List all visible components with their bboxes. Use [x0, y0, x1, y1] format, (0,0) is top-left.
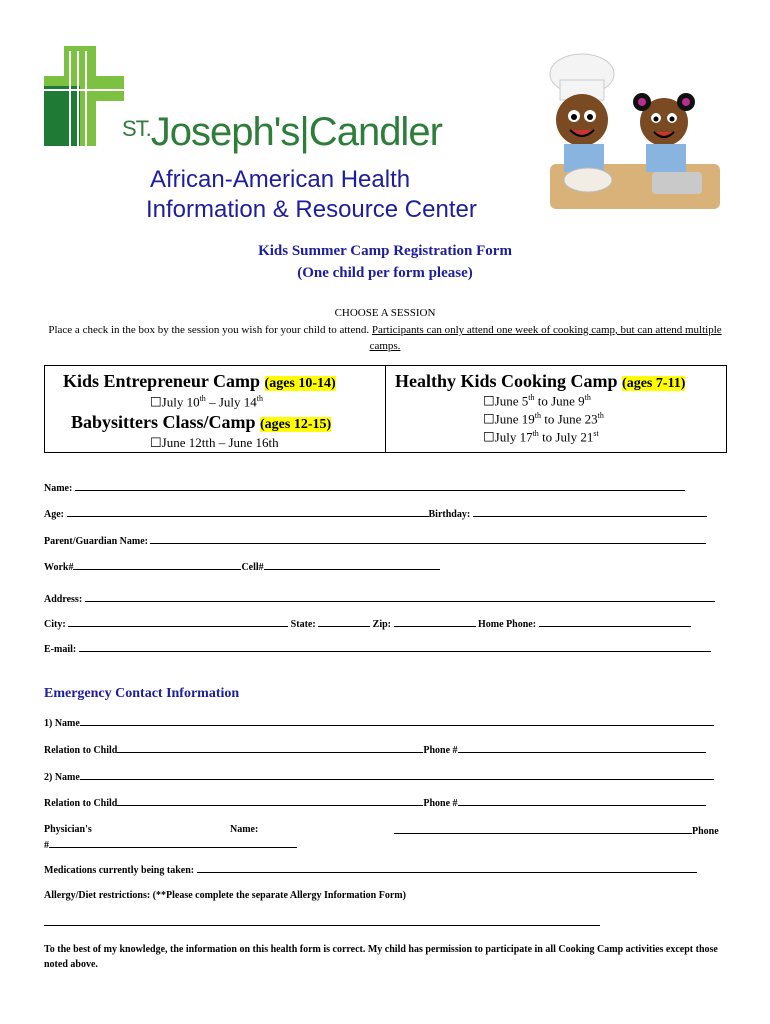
camp-cooking	[395, 371, 685, 392]
emergency-name1-label: 1) Name	[44, 718, 80, 729]
state-label: State:	[290, 619, 316, 630]
parent-field[interactable]	[150, 534, 706, 544]
session-instruction	[40, 322, 730, 354]
camp-cooking-ages: (ages 7-11)	[622, 376, 686, 391]
allergy-row	[44, 916, 600, 929]
emergency-phone1-field[interactable]	[458, 743, 706, 753]
emergency-name2-row	[44, 770, 714, 783]
session-heading: CHOOSE A SESSION	[334, 307, 436, 319]
medications-label: Medications currently being taken:	[44, 865, 195, 876]
state-field[interactable]	[318, 617, 370, 627]
city-field[interactable]	[68, 617, 288, 627]
kids-cooking-illustration	[530, 52, 730, 212]
emergency-relation1-field[interactable]	[117, 743, 423, 753]
email-row	[44, 642, 711, 655]
logo-cross-mark	[44, 46, 134, 156]
birthday-label: Birthday:	[428, 509, 471, 520]
emergency-relation2-field[interactable]	[117, 796, 423, 806]
session-option-july10[interactable]: ☐July 10th – July 14th	[150, 394, 263, 410]
camp-entrepreneur	[63, 371, 336, 392]
emergency-name1-row	[44, 716, 714, 729]
camp-babysitters-ages: (ages 12-15)	[260, 417, 332, 432]
city-row	[44, 617, 691, 630]
emergency-relation1-row	[44, 743, 706, 756]
name-field[interactable]	[75, 481, 685, 491]
logo-st: ST.	[122, 116, 151, 141]
emergency-name2-label: 2) Name	[44, 772, 80, 783]
emergency-relation1-label: Relation to Child	[44, 745, 118, 756]
physician-name-row	[394, 824, 719, 837]
logo-subtitle-2: Information & Resource Center	[146, 196, 477, 223]
emergency-name1-field[interactable]	[80, 716, 714, 726]
session-option-june19[interactable]: ☐June 19th to June 23th	[483, 411, 604, 427]
logo-name	[122, 110, 442, 155]
emergency-heading: Emergency Contact Information	[44, 686, 240, 701]
work-row	[44, 560, 440, 573]
session-instruction-plain: Place a check in the box by the session you wish for your child to attend.	[48, 324, 372, 336]
emergency-relation2-row	[44, 796, 706, 809]
physician-number-row	[44, 838, 297, 851]
medications-field[interactable]	[197, 863, 697, 873]
age-row	[44, 507, 707, 520]
emergency-name2-field[interactable]	[80, 770, 714, 780]
physician-phone-label: Phone	[692, 826, 719, 837]
camp-babysitters	[71, 412, 331, 433]
parent-row	[44, 534, 706, 547]
age-label: Age:	[44, 509, 64, 520]
physician-name-label: Name:	[230, 824, 259, 835]
physician-name-field[interactable]	[394, 824, 692, 834]
zip-field[interactable]	[394, 617, 476, 627]
physician-number-field[interactable]	[49, 838, 297, 848]
address-field[interactable]	[85, 592, 715, 602]
camp-cooking-name: Healthy Kids Cooking Camp	[395, 371, 618, 391]
emergency-phone2-label: Phone #	[423, 798, 458, 809]
logo-subtitle-1: African-American Health	[150, 166, 411, 193]
session-option-june5[interactable]: ☐June 5th to June 9th	[483, 393, 591, 409]
home-phone-field[interactable]	[539, 617, 691, 627]
physician-hash-label: #	[44, 840, 49, 851]
emergency-phone1-label: Phone #	[423, 745, 458, 756]
form-title: Kids Summer Camp Registration Form	[258, 243, 512, 259]
address-label: Address:	[44, 594, 83, 605]
allergy-field[interactable]	[44, 916, 600, 926]
consent-statement: To the best of my knowledge, the information on this health form is correct. My child has permission to participate in all Cooking Camp activities except those noted above.	[44, 944, 718, 970]
birthday-field[interactable]	[473, 507, 707, 517]
session-instruction-underlined: Participants can only attend one week of cooking camp, but can attend multiple camps.	[369, 324, 722, 352]
cell-label: Cell#	[241, 562, 264, 573]
emergency-relation2-label: Relation to Child	[44, 798, 118, 809]
home-phone-label: Home Phone:	[478, 619, 537, 630]
parent-label: Parent/Guardian Name:	[44, 536, 148, 547]
camp-babysitters-name: Babysitters Class/Camp	[71, 412, 256, 432]
physician-label: Physician's	[44, 824, 92, 835]
email-label: E-mail:	[44, 644, 77, 655]
form-subtitle: (One child per form please)	[297, 265, 473, 281]
email-field[interactable]	[79, 642, 711, 652]
session-box	[44, 365, 727, 453]
name-row	[44, 481, 685, 494]
session-option-june12[interactable]: ☐June 12tth – June 16th	[150, 435, 279, 450]
session-divider	[385, 366, 386, 452]
allergy-label: Allergy/Diet restrictions: (**Please complete the separate Allergy Information Form)	[44, 890, 406, 901]
medications-row	[44, 863, 697, 876]
session-option-july17[interactable]: ☐July 17th to July 21st	[483, 429, 599, 445]
logo-name-text: Joseph's|Candler	[150, 110, 442, 154]
cell-field[interactable]	[264, 560, 440, 570]
city-label: City:	[44, 619, 66, 630]
age-field[interactable]	[67, 507, 429, 517]
emergency-phone2-field[interactable]	[458, 796, 706, 806]
name-label: Name:	[44, 483, 73, 494]
work-field[interactable]	[73, 560, 241, 570]
camp-entrepreneur-ages: (ages 10-14)	[264, 376, 336, 391]
camp-entrepreneur-name: Kids Entrepreneur Camp	[63, 371, 261, 391]
zip-label: Zip:	[372, 619, 392, 630]
address-row	[44, 592, 715, 605]
work-label: Work#	[44, 562, 74, 573]
